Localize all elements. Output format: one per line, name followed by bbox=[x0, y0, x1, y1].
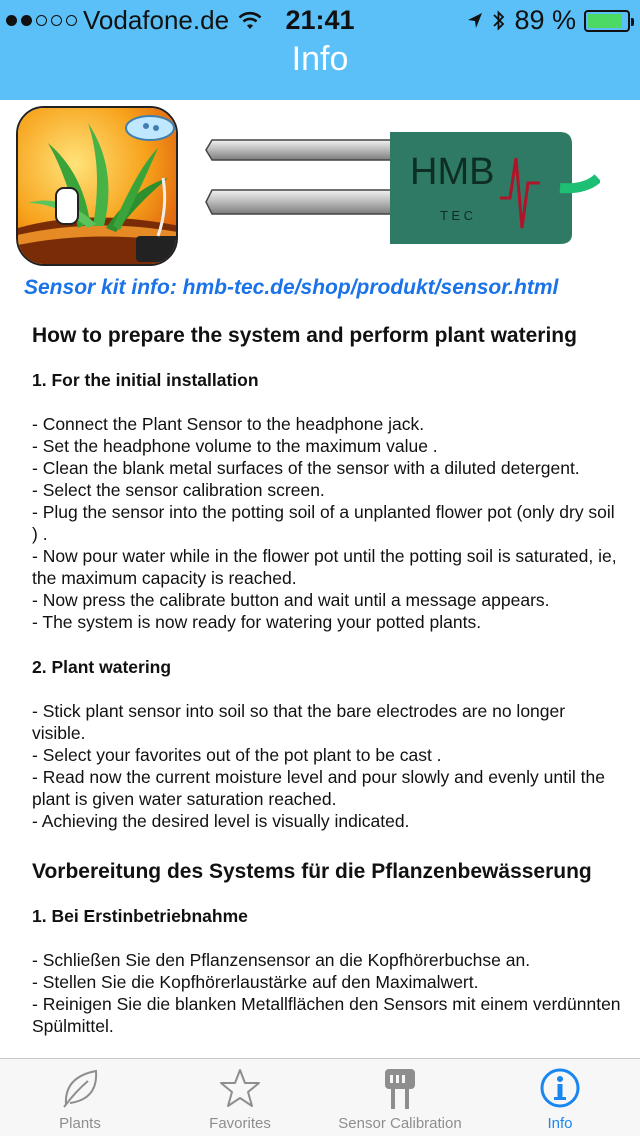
list-item: - Now press the calibrate button and wait until a message appears. bbox=[32, 590, 550, 610]
tab-info[interactable] bbox=[480, 1059, 640, 1136]
tab-sensor-calibration[interactable] bbox=[320, 1059, 480, 1136]
tab-label: Info bbox=[547, 1115, 573, 1132]
instructions-text bbox=[32, 322, 622, 1058]
status-right bbox=[466, 5, 630, 36]
navigation-bar bbox=[0, 0, 640, 100]
list-item: - Select the sensor calibration screen. bbox=[32, 480, 325, 500]
sensor-icon bbox=[382, 1067, 418, 1111]
german-section1-list bbox=[32, 949, 622, 1037]
list-item: - Reinigen Sie die blanken Metallflächen den Sensors mit einem verdünnten Spülmittel. bbox=[32, 994, 621, 1036]
list-item: - Now pour water while in the flower pot until the potting soil is saturated, ie, the maximum capacity is reached. bbox=[32, 546, 617, 588]
list-item: - Stellen Sie die Kopfhörerlaustärke auf den Maximalwert. bbox=[32, 972, 479, 992]
english-section1-title: 1. For the initial installation bbox=[32, 370, 259, 390]
bluetooth-icon bbox=[492, 9, 506, 33]
tab-plants[interactable] bbox=[0, 1059, 160, 1136]
list-item: - Schließen Sie den Pflanzensensor an die Kopfhörerbuchse an. bbox=[32, 950, 531, 970]
star-icon bbox=[219, 1067, 261, 1109]
german-heading: Vorbereitung des Systems für die Pflanzenbewässerung bbox=[32, 860, 592, 883]
list-item: - Clean the blank metal surfaces of the sensor with a diluted detergent. bbox=[32, 458, 580, 478]
sensor-brand-label: HMB bbox=[410, 151, 495, 193]
english-section2-title: 2. Plant watering bbox=[32, 657, 172, 677]
tab-favorites[interactable] bbox=[160, 1059, 320, 1136]
tab-label: Sensor Calibration bbox=[338, 1115, 462, 1132]
english-heading: How to prepare the system and perform plant watering bbox=[32, 324, 577, 347]
info-content[interactable] bbox=[0, 100, 640, 1058]
tab-label: Favorites bbox=[209, 1115, 271, 1132]
carrier-name: Vodafone.de bbox=[83, 5, 230, 35]
list-item: - Read now the current moisture level and pour slowly and evenly until the plant is given water saturation reached. bbox=[32, 767, 605, 809]
status-time: 21:41 bbox=[285, 5, 355, 35]
list-item: - Connect the Plant Sensor to the headphone jack. bbox=[32, 414, 425, 434]
info-icon bbox=[539, 1067, 581, 1109]
english-section2-list bbox=[32, 700, 622, 832]
list-item: - Select your favorites out of the pot plant to be cast . bbox=[32, 745, 442, 765]
battery-fill bbox=[588, 14, 622, 28]
sensor-kit-link[interactable]: Sensor kit info: hmb-tec.de/shop/produkt/sensor.html bbox=[24, 276, 559, 299]
english-section1-list bbox=[32, 413, 622, 633]
status-bar bbox=[0, 0, 640, 36]
sensor-brand-sublabel: T E C bbox=[440, 208, 473, 223]
list-item: - Set the headphone volume to the maximum value . bbox=[32, 436, 438, 456]
german-section1-title: 1. Bei Erstinbetriebnahme bbox=[32, 906, 248, 926]
list-item: - Plug the sensor into the potting soil of a unplanted flower pot (only dry soil ) . bbox=[32, 502, 615, 544]
battery-icon bbox=[584, 10, 630, 32]
location-arrow-icon bbox=[466, 11, 484, 31]
list-item: - Achieving the desired level is visually indicated. bbox=[32, 811, 410, 831]
tab-bar bbox=[0, 1058, 640, 1136]
app-logo bbox=[16, 106, 178, 266]
sensor-image bbox=[200, 128, 600, 248]
list-item: - Stick plant sensor into soil so that the bare electrodes are no longer visible. bbox=[32, 701, 566, 743]
battery-percent: 89 % bbox=[514, 5, 576, 35]
tab-label: Plants bbox=[59, 1115, 101, 1132]
leaf-icon bbox=[60, 1067, 100, 1109]
list-item: - The system is now ready for watering your potted plants. bbox=[32, 612, 482, 632]
page-title: Info bbox=[291, 40, 349, 78]
